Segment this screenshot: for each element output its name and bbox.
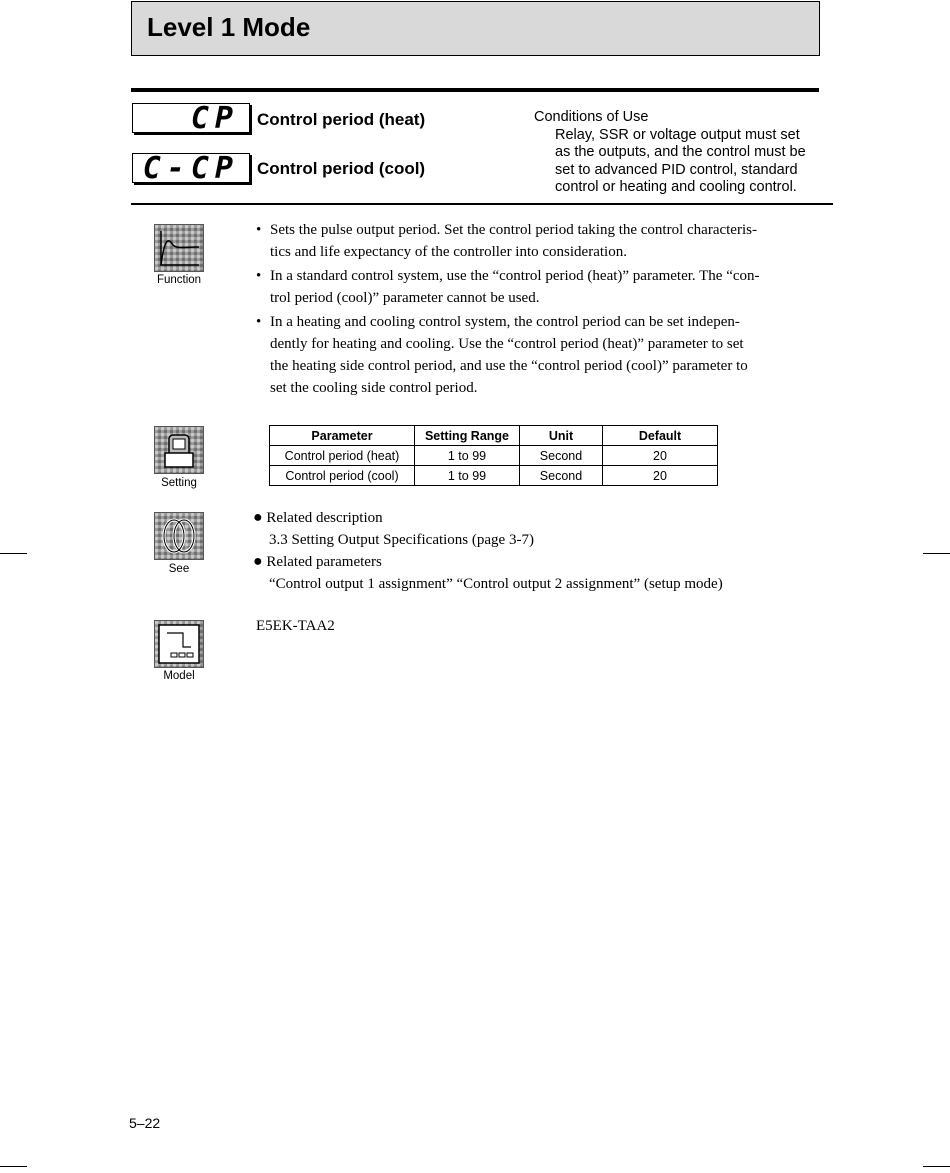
- column-header: Default: [603, 426, 718, 446]
- table-cell: Control period (heat): [270, 446, 415, 466]
- conditions-title: Conditions of Use: [534, 109, 649, 125]
- related-parameters-label: Related parameters: [266, 554, 382, 570]
- list-item: [256, 265, 826, 309]
- table-cell: Second: [520, 446, 603, 466]
- conditions-line: control or heating and cooling control.: [555, 179, 797, 195]
- crop-mark: [923, 1166, 950, 1167]
- conditions-line: set to advanced PID control, standard: [555, 161, 798, 178]
- conditions-line: Relay, SSR or voltage output must set: [555, 126, 800, 143]
- crop-mark: [0, 1166, 27, 1167]
- text-line: trol period (cool)” parameter cannot be used.: [270, 290, 540, 306]
- text-line: • In a standard control system, use the “control period (heat)” parameter. The “con-: [270, 268, 760, 284]
- related-description-label: Related description: [266, 510, 383, 526]
- table-cell: 1 to 99: [415, 446, 520, 466]
- parameter-table: [269, 425, 718, 486]
- related-description: [253, 507, 833, 529]
- table-header-row: [270, 426, 718, 446]
- table-cell: 20: [603, 466, 718, 486]
- column-header: Parameter: [270, 426, 415, 446]
- text-line: set the cooling side control period.: [270, 380, 478, 396]
- page-title: Level 1 Mode: [147, 12, 311, 42]
- table-cell: 20: [603, 446, 718, 466]
- bullet-circle-icon: ●: [253, 553, 263, 570]
- conditions-body: [534, 127, 824, 197]
- text-line: • In a heating and cooling control system, the control period can be set indepen-: [270, 314, 740, 330]
- list-item: [256, 219, 826, 263]
- crop-mark: [923, 553, 950, 554]
- table-row: [270, 446, 718, 466]
- table-cell: Control period (cool): [270, 466, 415, 486]
- text-line: the heating side control period, and use the “control period (cool)” parameter to: [270, 358, 748, 374]
- parameter-name-heat: Control period (heat): [257, 110, 426, 129]
- header-rule: [131, 88, 819, 92]
- conditions-line: as the outputs, and the control must be: [555, 144, 806, 160]
- related-parameters: [253, 551, 833, 573]
- see-label: See: [168, 563, 190, 575]
- setting-icon: [154, 426, 204, 474]
- conditions-of-use: [534, 109, 824, 197]
- function-label: Function: [156, 274, 202, 286]
- table-cell: 1 to 99: [415, 466, 520, 486]
- see-icon: [154, 512, 204, 560]
- related-description-text: 3.3 Setting Output Specifications (page 3-7): [269, 532, 534, 548]
- bullet-circle-icon: ●: [253, 509, 263, 526]
- function-icon: [154, 224, 204, 272]
- text-line: • Sets the pulse output period. Set the control period taking the control characteris-: [270, 222, 757, 238]
- see-section: [253, 507, 833, 595]
- related-parameters-text: “Control output 1 assignment” “Control output 2 assignment” (setup mode): [269, 576, 723, 592]
- lcd-display-cool: C-CP: [132, 153, 250, 183]
- parameter-name-cool: Control period (cool): [257, 159, 426, 178]
- model-icon: [154, 620, 204, 668]
- lcd-display-heat: CP: [132, 103, 250, 133]
- setting-label: Setting: [161, 477, 197, 489]
- table-row: [270, 466, 718, 486]
- list-item: [256, 311, 826, 399]
- column-header: Setting Range: [415, 426, 520, 446]
- crop-mark: [0, 553, 27, 554]
- function-text: [256, 219, 826, 401]
- column-header: Unit: [520, 426, 603, 446]
- page-number: 5–22: [129, 1115, 161, 1131]
- model-text: E5EK-TAA2: [256, 618, 335, 634]
- table-cell: Second: [520, 466, 603, 486]
- text-line: dently for heating and cooling. Use the “control period (heat)” parameter to set: [270, 336, 744, 352]
- section-rule: [131, 203, 833, 205]
- model-label: Model: [163, 670, 195, 682]
- text-line: tics and life expectancy of the controller into consideration.: [270, 244, 627, 260]
